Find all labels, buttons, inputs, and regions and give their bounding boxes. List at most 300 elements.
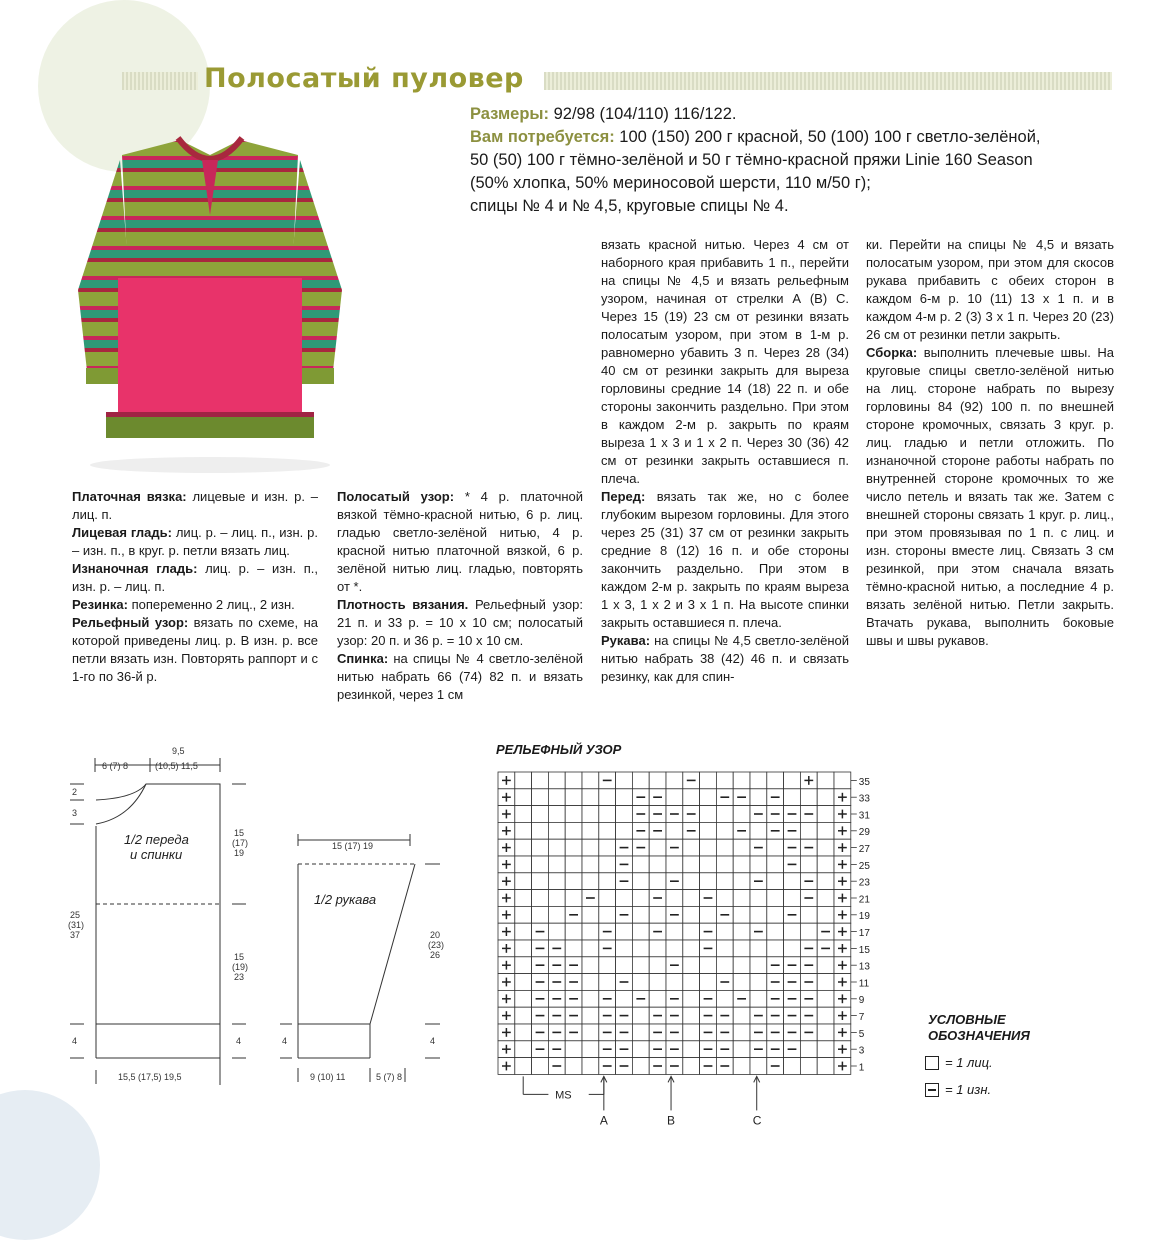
term-heading: Сборка: bbox=[866, 345, 918, 360]
row-number-label: 17 bbox=[858, 928, 870, 939]
chart-cell bbox=[750, 957, 767, 974]
chart-cell bbox=[716, 890, 733, 907]
sleeve-schematic bbox=[280, 830, 460, 1090]
chart-cell bbox=[632, 772, 649, 789]
chart-cell bbox=[800, 856, 817, 873]
chart-cell bbox=[683, 940, 700, 957]
chart-cell bbox=[716, 957, 733, 974]
legend-title bbox=[928, 1012, 1030, 1044]
chart-cell bbox=[666, 789, 683, 806]
chart-cell bbox=[582, 1058, 599, 1075]
chart-cell bbox=[582, 839, 599, 856]
dim-label: 25 bbox=[70, 910, 81, 920]
text-column bbox=[72, 488, 318, 686]
chart-cell bbox=[700, 789, 717, 806]
chart-cell bbox=[716, 806, 733, 823]
dim-label: 9 (10) 11 bbox=[310, 1072, 346, 1082]
chart-cell bbox=[599, 957, 616, 974]
chart-cell bbox=[817, 990, 834, 1007]
chart-cell bbox=[582, 772, 599, 789]
chart-cell bbox=[733, 839, 750, 856]
row-number-label: 27 bbox=[858, 844, 870, 855]
chart-cell bbox=[750, 772, 767, 789]
intro-block bbox=[470, 103, 1130, 218]
chart-cell bbox=[683, 890, 700, 907]
chart-cell bbox=[817, 789, 834, 806]
chart-cell bbox=[565, 923, 582, 940]
chart-cell bbox=[733, 1058, 750, 1075]
chart-cell bbox=[683, 1041, 700, 1058]
chart-cell bbox=[700, 873, 717, 890]
dim-label: 37 bbox=[70, 930, 81, 940]
term-text: лиц. р. – изн. п., изн. р. – лиц. п. bbox=[72, 561, 319, 594]
chart-cell bbox=[683, 839, 700, 856]
chart-cell bbox=[548, 789, 565, 806]
chart-cell bbox=[716, 873, 733, 890]
chart-cell bbox=[784, 923, 801, 940]
chart-cell bbox=[632, 1041, 649, 1058]
chart-cell bbox=[515, 890, 532, 907]
row-number-label: 13 bbox=[858, 961, 870, 973]
chart-cell bbox=[649, 990, 666, 1007]
row-number-label: 5 bbox=[858, 1028, 865, 1040]
chart-cell bbox=[700, 974, 717, 991]
chart-cell bbox=[515, 789, 532, 806]
dim-label: 15 (17) 19 bbox=[332, 841, 374, 851]
chart-cell bbox=[800, 923, 817, 940]
chart-cell bbox=[666, 890, 683, 907]
chart-cell bbox=[817, 822, 834, 839]
chart-cell bbox=[532, 890, 549, 907]
chart-cell bbox=[649, 957, 666, 974]
chart-cell bbox=[733, 957, 750, 974]
chart-cell bbox=[532, 839, 549, 856]
chart-cell bbox=[565, 806, 582, 823]
chart-cell bbox=[817, 873, 834, 890]
dim-label: (23) bbox=[428, 940, 445, 950]
chart-cell bbox=[515, 1007, 532, 1024]
row-number-label: 11 bbox=[858, 978, 870, 990]
chart-cell bbox=[582, 957, 599, 974]
text-column bbox=[601, 236, 849, 686]
chart-cell bbox=[515, 940, 532, 957]
chart-cell bbox=[599, 789, 616, 806]
chart-cell bbox=[666, 856, 683, 873]
row-number-label: 1 bbox=[858, 1062, 865, 1074]
chart-cell bbox=[515, 772, 532, 789]
row-number-label: 15 bbox=[858, 944, 870, 956]
chart-cell bbox=[582, 856, 599, 873]
legend-purl-label: = 1 изн. bbox=[945, 1082, 992, 1097]
chart-cell bbox=[716, 772, 733, 789]
chart-cell bbox=[582, 940, 599, 957]
chart-cell bbox=[632, 1007, 649, 1024]
term-heading: Резинка: bbox=[72, 597, 128, 612]
chart-cell bbox=[700, 772, 717, 789]
marker-label: B bbox=[667, 1113, 676, 1128]
chart-cell bbox=[716, 990, 733, 1007]
row-number-label: 19 bbox=[858, 911, 870, 923]
materials-line: 100 (150) 200 г красной, 50 (100) 100 г светло-зелёной, bbox=[614, 128, 1041, 146]
chart-cell bbox=[733, 873, 750, 890]
row-number-label: 31 bbox=[858, 810, 870, 822]
chart-cell bbox=[700, 806, 717, 823]
chart-cell bbox=[548, 822, 565, 839]
chart-cell bbox=[784, 873, 801, 890]
chart-cell bbox=[616, 957, 633, 974]
chart-cell bbox=[649, 940, 666, 957]
piece-label: 1/2 переда bbox=[124, 832, 189, 847]
chart-cell bbox=[649, 906, 666, 923]
chart-cell bbox=[767, 839, 784, 856]
chart-cell bbox=[784, 789, 801, 806]
chart-cell bbox=[565, 822, 582, 839]
dim-label: 15 bbox=[234, 952, 245, 962]
chart-cell bbox=[767, 906, 784, 923]
chart-cell bbox=[515, 1041, 532, 1058]
chart-cell bbox=[632, 1024, 649, 1041]
chart-cell bbox=[750, 789, 767, 806]
chart-cell bbox=[800, 906, 817, 923]
dim-label: 6 (7) 8 bbox=[102, 761, 129, 771]
decorative-circle bbox=[0, 1090, 100, 1240]
chart-cell bbox=[817, 890, 834, 907]
materials-label: Вам потребуется: bbox=[470, 128, 615, 146]
chart-cell bbox=[733, 772, 750, 789]
chart-cell bbox=[548, 839, 565, 856]
chart-cell bbox=[800, 822, 817, 839]
chart-cell bbox=[599, 822, 616, 839]
term-text: на спицы № 4,5 светло-зелёной нитью набрать 38 (42) 46 п. и связать резинку, как для спин- bbox=[601, 633, 849, 684]
dim-label: 4 bbox=[72, 1036, 78, 1046]
chart-cell bbox=[733, 856, 750, 873]
legend-knit bbox=[925, 1055, 993, 1070]
chart-cell bbox=[700, 957, 717, 974]
chart-cell bbox=[599, 839, 616, 856]
chart-cell bbox=[767, 923, 784, 940]
chart-cell bbox=[784, 772, 801, 789]
chart-cell bbox=[817, 1024, 834, 1041]
chart-cell bbox=[733, 923, 750, 940]
dim-label: 2 bbox=[72, 787, 78, 797]
term-text: вязать так же, но с более глубоким вырезом горловины. Для этого через 25 (31) 37 см от резинки закрыть средние 8 (12) 16 п. и обе стороны закончить раздельно. При этом в каждом 2-м р. закрыть по краям выреза 1 x 3, 1 x 2 и 3 x 1 п. На высоте спинки закрыть оставшиеся п. плеча. bbox=[601, 489, 849, 630]
chart-cell bbox=[515, 906, 532, 923]
chart-cell bbox=[750, 974, 767, 991]
chart-cell bbox=[548, 873, 565, 890]
chart-cell bbox=[515, 873, 532, 890]
chart-cell bbox=[515, 923, 532, 940]
chart-cell bbox=[683, 906, 700, 923]
chart-cell bbox=[548, 906, 565, 923]
page-title: Полосатый пуловер bbox=[204, 63, 524, 94]
purl-symbol-icon bbox=[925, 1083, 939, 1097]
chart-cell bbox=[817, 856, 834, 873]
chart-cell bbox=[649, 974, 666, 991]
chart-cell bbox=[632, 906, 649, 923]
body-schematic bbox=[60, 740, 260, 1090]
chart-cell bbox=[565, 772, 582, 789]
marker-label: C bbox=[752, 1113, 762, 1128]
chart-cell bbox=[582, 1024, 599, 1041]
chart-cell bbox=[616, 890, 633, 907]
row-number-label: 21 bbox=[858, 894, 870, 906]
chart-cell bbox=[616, 990, 633, 1007]
chart-cell bbox=[817, 806, 834, 823]
row-number-label: 35 bbox=[858, 776, 870, 788]
chart-cell bbox=[700, 856, 717, 873]
chart-cell bbox=[515, 856, 532, 873]
chart-cell bbox=[683, 990, 700, 1007]
chart-cell bbox=[599, 890, 616, 907]
chart-cell bbox=[632, 873, 649, 890]
term-text: лицевые и изн. р. – лиц. п. bbox=[72, 489, 319, 522]
chart-cell bbox=[515, 822, 532, 839]
chart-cell bbox=[532, 822, 549, 839]
dim-label: 26 bbox=[430, 950, 441, 960]
legend-purl bbox=[925, 1082, 991, 1097]
chart-cell bbox=[565, 856, 582, 873]
chart-cell bbox=[683, 974, 700, 991]
chart-cell bbox=[632, 974, 649, 991]
chart-cell bbox=[750, 1058, 767, 1075]
chart-cell bbox=[582, 822, 599, 839]
chart-cell bbox=[683, 856, 700, 873]
chart-cell bbox=[582, 923, 599, 940]
chart-cell bbox=[548, 856, 565, 873]
term-text: лиц. р. – лиц. п., изн. р. – изн. п., в круг. р. петли вязать лиц. bbox=[72, 525, 318, 558]
chart-cell bbox=[582, 806, 599, 823]
dim-label: (31) bbox=[68, 920, 85, 930]
chart-cell bbox=[515, 1058, 532, 1075]
chart-cell bbox=[817, 1058, 834, 1075]
dim-label: 23 bbox=[234, 972, 245, 982]
chart-cell bbox=[582, 1007, 599, 1024]
chart-cell bbox=[599, 974, 616, 991]
chart-cell bbox=[515, 839, 532, 856]
chart-cell bbox=[515, 806, 532, 823]
chart-cell bbox=[666, 772, 683, 789]
chart-cell bbox=[548, 772, 565, 789]
chart-cell bbox=[683, 789, 700, 806]
chart-cell bbox=[532, 1058, 549, 1075]
row-number-label: 25 bbox=[858, 860, 870, 872]
chart-cell bbox=[515, 974, 532, 991]
chart-cell bbox=[784, 1058, 801, 1075]
chart-cell bbox=[666, 923, 683, 940]
chart-cell bbox=[532, 906, 549, 923]
term-text: вязать по схеме, на которой приведены лиц. р. В изн. р. все петли вязать изн. Повторять раппорт и с 1-го по 36-й р. bbox=[72, 615, 318, 684]
chart-cell bbox=[683, 923, 700, 940]
chart-cell bbox=[683, 1024, 700, 1041]
chart-cell bbox=[548, 923, 565, 940]
dim-label: 4 bbox=[430, 1036, 436, 1046]
chart-cell bbox=[750, 890, 767, 907]
chart-cell bbox=[548, 806, 565, 823]
chart-cell bbox=[632, 940, 649, 957]
row-number-label: 29 bbox=[858, 827, 870, 839]
chart-cell bbox=[649, 873, 666, 890]
legend-knit-label: = 1 лиц. bbox=[945, 1055, 993, 1070]
chart-cell bbox=[750, 940, 767, 957]
chart-cell bbox=[817, 974, 834, 991]
chart-cell bbox=[700, 906, 717, 923]
legend-title-line: ОБОЗНАЧЕНИЯ bbox=[928, 1028, 1030, 1043]
chart-cell bbox=[632, 923, 649, 940]
chart-cell bbox=[767, 890, 784, 907]
title-decor-bar bbox=[544, 72, 1112, 90]
term-heading: Плотность вязания. bbox=[337, 597, 469, 612]
chart-title: РЕЛЬЕФНЫЙ УЗОР bbox=[496, 742, 622, 757]
chart-cell bbox=[700, 822, 717, 839]
chart-cell bbox=[683, 957, 700, 974]
chart-cell bbox=[666, 940, 683, 957]
title-decor-bar bbox=[122, 72, 198, 90]
chart-cell bbox=[565, 839, 582, 856]
chart-cell bbox=[817, 957, 834, 974]
legend-title-line: УСЛОВНЫЕ bbox=[928, 1012, 1006, 1027]
marker-label: A bbox=[599, 1113, 608, 1128]
chart-cell bbox=[515, 957, 532, 974]
chart-cell bbox=[834, 772, 851, 789]
chart-cell bbox=[750, 822, 767, 839]
chart-cell bbox=[632, 890, 649, 907]
knit-symbol-icon bbox=[925, 1056, 939, 1070]
chart-cell bbox=[750, 990, 767, 1007]
chart-cell bbox=[800, 1041, 817, 1058]
chart-cell bbox=[582, 1041, 599, 1058]
chart-cell bbox=[767, 856, 784, 873]
term-heading: Спинка: bbox=[337, 651, 389, 666]
term-text: на спицы № 4 светло-зелёной нитью набрать 66 (74) 82 п. и вязать резинкой, через 1 см bbox=[337, 651, 583, 702]
chart-cell bbox=[616, 772, 633, 789]
chart-cell bbox=[733, 974, 750, 991]
term-heading: Перед: bbox=[601, 489, 646, 504]
chart-cell bbox=[616, 940, 633, 957]
chart-cell bbox=[750, 856, 767, 873]
dim-label: (19) bbox=[232, 962, 249, 972]
term-heading: Лицевая гладь: bbox=[72, 525, 172, 540]
sizes-value: 92/98 (104/110) 116/122. bbox=[549, 105, 737, 123]
chart-cell bbox=[716, 856, 733, 873]
chart-cell bbox=[616, 923, 633, 940]
dim-label: 4 bbox=[236, 1036, 242, 1046]
chart-cell bbox=[599, 856, 616, 873]
chart-cell bbox=[800, 1058, 817, 1075]
chart-cell bbox=[716, 822, 733, 839]
chart-cell bbox=[599, 906, 616, 923]
chart-cell bbox=[599, 806, 616, 823]
chart-cell bbox=[616, 789, 633, 806]
term-text: попеременно 2 лиц., 2 изн. bbox=[127, 597, 295, 612]
term-text: ки. Перейти на спицы № 4,5 и вязать полосатым узором, при этом для скосов рукава прибавить с обеих сторон в каждом 6-м р. 10 (11) 13 x 1 п. и в каждом 4-м р. 2 (3) 3 x 1 п. Через 20 (23) 26 см от резинки петли закрыть. bbox=[866, 237, 1114, 342]
chart-cell bbox=[716, 940, 733, 957]
chart-cell bbox=[817, 839, 834, 856]
term-text: вязать красной нитью. Через 4 см от наборного края прибавить 1 п., перейти на спицы № 4,5 и вязать рельефным узором, начиная от стрелки А (В) С. Через 15 (19) 23 см от резинки вязать полосатым узором, при этом в 1-м р. равномерно убавить 3 п. Через 28 (34) 40 см от резинки закрыть для выреза горловины средние 14 (18) 22 п. и обе стороны закончить раздельно. При этом в каждом 2-м р. закрыть по краям выреза 1 x 3 и 1 x 2 п. Через 30 (36) 42 см от резинки закрыть оставшиеся п. плеча. bbox=[601, 237, 849, 486]
materials-line: спицы № 4 и № 4,5, круговые спицы № 4. bbox=[470, 197, 789, 215]
chart-cell bbox=[582, 789, 599, 806]
dim-label: 9,5 bbox=[172, 746, 185, 756]
chart-cell bbox=[582, 873, 599, 890]
chart-cell bbox=[565, 789, 582, 806]
chart-cell bbox=[532, 772, 549, 789]
term-heading: Полосатый узор: bbox=[337, 489, 455, 504]
dim-label: 3 bbox=[72, 808, 78, 818]
text-column bbox=[866, 236, 1114, 650]
term-text: * 4 р. платочной вязкой тёмно-красной нитью, 6 р. лиц. гладью светло-зелёной нитью, 4 р. красной нитью платочной вязкой, 6 р. зелёной нитью лиц. гладью, повторять от *. bbox=[337, 489, 584, 594]
materials-line: 50 (50) 100 г тёмно-зелёной и 50 г тёмно-красной пряжи Linie 160 Season bbox=[470, 151, 1033, 169]
term-heading: Рельефный узор: bbox=[72, 615, 189, 630]
chart-cell bbox=[733, 890, 750, 907]
relief-pattern-chart bbox=[490, 768, 890, 1128]
row-number-label: 23 bbox=[858, 877, 870, 889]
chart-cell bbox=[632, 856, 649, 873]
chart-cell bbox=[733, 940, 750, 957]
chart-cell bbox=[565, 940, 582, 957]
chart-cell bbox=[582, 974, 599, 991]
term-text: Рельефный узор: 21 п. и 33 р. = 10 x 10 см; полосатый узор: 20 п. и 36 р. = 10 x 10 см. bbox=[337, 597, 583, 648]
dim-label: (10,5) 11,5 bbox=[155, 761, 198, 771]
chart-cell bbox=[548, 890, 565, 907]
chart-cell bbox=[733, 906, 750, 923]
term-heading: Рукава: bbox=[601, 633, 651, 648]
piece-label: и спинки bbox=[130, 847, 183, 862]
dim-label: (17) bbox=[232, 838, 249, 848]
chart-cell bbox=[632, 957, 649, 974]
term-text: выполнить плечевые швы. На круговые спицы светло-зелёной нитью на лиц. стороне набрать по вырезу горловины 84 (92) 100 п. по внешней стороне кромочных, связать 3 круг. р. лиц. гладью и петли отложить. По изнаночной стороне работы набрать по внутренней стороне кромочных то же число петель и вязать так же. Затем с внешней стороны связать 1 круг. р. лиц., при этом провязывая по 1 п. с лиц. и изн. стороны вместе лиц. Связать 3 см резинкой, при этом сначала вязать тёмно-красной нитью, а последние 4 р. вязать зелёной нитью. Петли закрыть. Втачать рукава, выполнить боковые швы и швы рукавов. bbox=[866, 345, 1114, 648]
chart-cell bbox=[616, 822, 633, 839]
row-number-label: 9 bbox=[858, 995, 865, 1007]
chart-cell bbox=[532, 789, 549, 806]
marker-label: MS bbox=[555, 1089, 572, 1102]
chart-cell bbox=[784, 890, 801, 907]
sweater-photo bbox=[60, 120, 360, 480]
chart-cell bbox=[515, 1024, 532, 1041]
text-column bbox=[337, 488, 583, 704]
dim-label: 20 bbox=[430, 930, 441, 940]
piece-label: 1/2 рукава bbox=[314, 892, 377, 907]
chart-cell bbox=[817, 1041, 834, 1058]
chart-cell bbox=[800, 789, 817, 806]
chart-cell bbox=[649, 772, 666, 789]
chart-cell bbox=[784, 940, 801, 957]
term-heading: Платочная вязка: bbox=[72, 489, 187, 504]
chart-cell bbox=[683, 1007, 700, 1024]
sizes-label: Размеры: bbox=[470, 105, 550, 123]
row-number-label: 3 bbox=[858, 1045, 865, 1057]
chart-cell bbox=[582, 906, 599, 923]
dim-label: 15 bbox=[234, 828, 245, 838]
dim-label: 15,5 (17,5) 19,5 bbox=[118, 1072, 182, 1082]
chart-cell bbox=[515, 990, 532, 1007]
chart-cell bbox=[649, 856, 666, 873]
chart-cell bbox=[599, 873, 616, 890]
chart-cell bbox=[750, 906, 767, 923]
chart-cell bbox=[565, 1041, 582, 1058]
chart-cell bbox=[582, 990, 599, 1007]
materials-line: (50% хлопка, 50% мериносовой шерсти, 110 м/50 г); bbox=[470, 174, 871, 192]
chart-cell bbox=[616, 806, 633, 823]
chart-cell bbox=[532, 856, 549, 873]
chart-cell bbox=[649, 839, 666, 856]
chart-cell bbox=[532, 806, 549, 823]
chart-cell bbox=[683, 873, 700, 890]
chart-cell bbox=[565, 1058, 582, 1075]
chart-cell bbox=[767, 940, 784, 957]
chart-cell bbox=[817, 772, 834, 789]
chart-cell bbox=[565, 890, 582, 907]
chart-cell bbox=[666, 974, 683, 991]
chart-cell bbox=[632, 1058, 649, 1075]
